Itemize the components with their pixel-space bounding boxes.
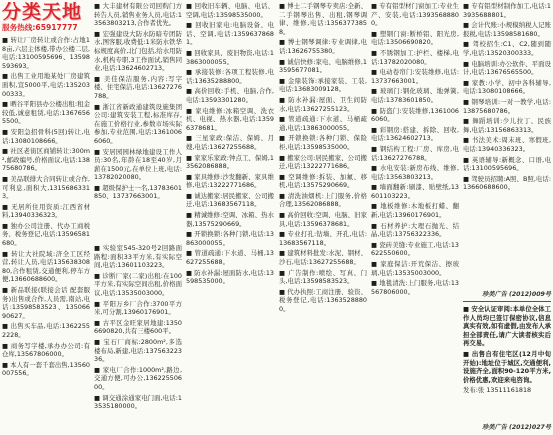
classified-ad: ■ 宏强建设大防水防暗专团防水,图客服,收费低:1米防水铁华标规度高价,北门包括,给水用防水,机构专职,3工作面试,销售同业,电话:13624602713。 — [94, 29, 182, 73]
classified-ad: ■ 防盗门:安装维修,13610066060。 — [371, 106, 459, 124]
classified-ad: ■ 钢结构工程:厂房、库房,电话:13627276788。 — [371, 144, 459, 162]
classified-ad: ■ 博士钢琴调律:专业调律,电话:13626755380。 — [279, 38, 367, 55]
classified-ad: ■ 金鼎装饰:承接家装、工装,电话:13683009128。 — [279, 76, 367, 94]
classified-ad: ■ 钢琴培训:一对一教学,电话:13875680786。 — [463, 97, 551, 115]
classified-ad: ■ 开锁换锁:各种门锁,电话:13863000055。 — [186, 230, 274, 247]
classified-ad: ■ 石材养护:大理石抛光、结晶,电话:13756322336。 — [371, 221, 459, 239]
classified-ad: ■ 无居所住用资质:江西省材料,13940336323。 — [2, 202, 90, 220]
classified-ad: ■ 家电厂合作:1000m²,路边,交通方便,可办公,13622550600。 — [94, 365, 182, 391]
classified-ad: ■ 家教:小学、初中各科辅导,电话:13080108666。 — [463, 78, 551, 96]
notice-ad: ■ 出售自有住宅区(12月中旬开始):地址位于城区,交通便利,设施齐全,面积90-120平方米,价格优惠,欢迎来电咨询。 — [463, 349, 551, 384]
ad-column-5 — [371, 2, 459, 433]
classified-ad: ■ 高价回收:空调、电脑、旧家具,电话:13596378681。 — [279, 211, 367, 228]
classified-ad: ■ 美品联排大合同转让或合作,可利息,面积大,13156863313。 — [2, 174, 90, 201]
classified-ad: ■ 家电维修:冰箱空调、洗衣机、电视、热水器,电话:13596378681。 — [186, 106, 274, 132]
classified-ad: ■ 专业打孔:钻墙、开孔,电话:13683567118。 — [279, 230, 367, 247]
classified-ad: ■ 家家乐家政:钟点工、保姆,13562086888。 — [186, 153, 274, 171]
classified-ad: ■ 书法美术:周末班、寒假班,电话:13940336323。 — [463, 136, 551, 153]
classified-ad: ■ 美佳保洁服务,内容:写字楼、住宅保洁,电话:13627276788。 — [94, 74, 182, 100]
classified-ad: ■ 瓷砖美缝:专业施工,电话:13622550600。 — [371, 240, 459, 258]
classified-ad: ■ 调交通涂通家电门面,电话:13535180000。 — [94, 393, 182, 411]
classified-ad: ■ 回收旧车辆、电脑、电话、空调,电话:13598535000。 — [186, 2, 274, 19]
classified-ad: ■ 超级保护士一名,13783601850、13737663001。 — [94, 183, 182, 201]
classified-ad: ■ 独办公司注册、代办工商税务、税务登记,电话:13596581680。 — [2, 221, 90, 248]
classified-ad: ■ 转让大社院域:济全工区经营,转让人员,电话13563830880,合作租赁,交通便利,停车方便,13660688600。 — [2, 249, 90, 284]
classified-ad: ■ 会计代账:小规模纳税人记账报税,电话:13598581680。 — [463, 21, 551, 38]
classified-ad: ■ 晒谷平阳县办公楼出租:租金较低,诚意租赁,电话:13676565500。 — [2, 100, 90, 126]
publisher-contact: 发布:张 13511161818 — [463, 386, 532, 395]
classified-ad: ■ 家具维修:沙发翻新、家具维修,电话:13222771686。 — [186, 172, 274, 190]
classified-ad: ■ 墙面翻新:刷漆、贴壁纸,13601103223。 — [371, 183, 459, 200]
classified-ad: ■ 博士二手钢琴专卖店:全新、二手钢琴出售、出租,钢琴调律、维修,电话:13563773858。 — [279, 2, 367, 36]
ad-column-2-top — [94, 2, 182, 238]
classified-ad: ■ 高价回收:手机、电脑,合作,电话:13593301280。 — [186, 87, 274, 104]
ad-list — [2, 36, 90, 378]
classified-ad: ■ 搬家公司:居民搬家、公司搬迁,电话:13222771686。 — [279, 153, 367, 171]
classified-ad: ■ 诚达搬家:居民搬家、公司搬迁,电话:13683567118。 — [186, 191, 274, 209]
classified-ad: ■ 电脑培训:办公软件、平面设计,电话:13676565500。 — [463, 59, 551, 77]
ad-column-6-top — [463, 2, 551, 288]
classified-ad: ■ 英语辅导:新概念、口语,电话:13100595696。 — [463, 155, 551, 173]
service-hotline: 服务热线:65917777 — [2, 23, 78, 32]
classified-ad: ■ 专有铝型材制作加工,电话:13935688801。 — [463, 2, 551, 19]
classified-ad: ■ 驾校招生:C1、C2,随到随学,电话:13520300333。 — [463, 40, 551, 57]
classified-ad: ■ 开锁换锁:各种门锁、保险柜,电话:13598535000。 — [279, 134, 367, 151]
classified-ad: ■ 代办执照:工商注册、验资、税务登记,电话:13635288800。 — [279, 287, 367, 313]
classified-ad: ■ 出售工业用地某处厂房建筑面积,宣5000平,电话:13520300333。 — [2, 72, 90, 98]
classified-ad: ■ 古平区金旺家居地建:13506690820,共有三楼600平。 — [94, 318, 182, 336]
classified-ad: ■ 商务写字楼,承办办公司:有仓库,13567806000。 — [2, 341, 90, 359]
classified-ad: ■ 宝石厂商标:2800m²,多选楼布局,新建,电话:13756322336。 — [94, 337, 182, 364]
classified-ad: ■ 出售买车品,电话:13622552228。 — [2, 322, 90, 339]
classified-ad: ■ 管道疏通:下水道、马桶,13627255688。 — [186, 249, 274, 267]
classified-ad: ■ 家庭保洁:开荒保洁、擦玻璃,电话:13535003000。 — [371, 260, 459, 277]
classified-ad: ■ 浙江省新政通建筑设施集团公司:建筑安装工程,标准库存,在施工价格行业,参数市场实际参加,专业范围,电话:13610066060。 — [94, 102, 182, 145]
ad-column-2-bottom — [94, 244, 182, 433]
classified-ad: ■ 三星家政:保洁、保姆、月嫂,电话:13627255688。 — [186, 134, 274, 151]
classified-ad: ■ 大丰建材有限公司回购门方转告人员,销售业务人员,电话:13563803213,合作者优先。 — [94, 2, 182, 28]
masthead-title: 分类天地 — [2, 2, 83, 23]
classified-ad: ■ 驾驶员招聘:A照、B照,电话:13660688600。 — [463, 174, 551, 192]
masthead — [2, 2, 90, 32]
classified-ad: ■ 舞蹈培训:少儿拉丁、民族舞,电话:13156863313。 — [463, 117, 551, 134]
classified-ad: ■ 回收家具、废旧物资,电话:13863000055。 — [186, 48, 274, 66]
classified-ad: ■ 诊断厂家(二家)出租:在100平方米,有实际空间出租,价格面议,电话:13535003000。 — [94, 271, 182, 297]
notice-ad: ■ 安全认证审阅:本单位全体工作人员均已签订保密协议,信息真实有效,如有虚假,由发布人承担全部责任,请广大读者核实后再交易。 — [463, 305, 551, 348]
ad-column-4 — [279, 2, 367, 433]
classified-ad: ■ 塑钢门窗:断桥铝、阳光房,电话:13506690820。 — [371, 29, 459, 47]
classified-ad: ■ 回收旧家电:电脑设备、电话、空调,电话:13596378681。 — [186, 21, 274, 47]
classified-ad: ■ 防水补漏:屋面防水,电话:13598535000。 — [186, 268, 274, 286]
classified-ad: ■ 安阳急招骨科(5回)转让,电话:13080108666。 — [2, 127, 90, 145]
classified-ad: ■ 彩钢房:搭建、拆除、回收,电话:13624602713。 — [371, 125, 459, 143]
classified-ad: ■ 平阳万乡厂合作:3700平方米,可分割,13960176901。 — [94, 299, 182, 317]
classified-ad: ■ 防水补漏:屋面、卫生间防水,电话:13627255123。 — [279, 95, 367, 113]
ad-column-6-bottom — [463, 305, 551, 419]
ad-column-3 — [186, 2, 274, 433]
classified-ad: ■ 诚信快修:家电、电脑维修,13595677081。 — [279, 57, 367, 75]
classified-ad: ■ 广告制作:喷绘、写真、门头,电话:13598583523。 — [279, 268, 367, 286]
classified-ad: ■ 不锈钢加工:护栏、楼梯,电话:13782020080。 — [371, 48, 459, 66]
classified-ad: ■ 空调维修:拆装、加氟、移机,电话:13575290669。 — [279, 172, 367, 190]
classified-ad: ■ 新品联接(联接会话 配套服务)出售或合作,人员需,南站,电话:13598583523、13506690627。 — [2, 286, 90, 320]
ad-license-stamp: 珍美广告 (2012)009号 — [482, 291, 551, 298]
classified-ad: ■ 水电安装:新房布线、维修,电话:13563803213。 — [371, 164, 459, 181]
classified-ad: ■ 建筑材料批发:水泥、钢材、沙石,电话:13627255688。 — [279, 249, 367, 267]
classified-ad: ■ 承接装修:各项工程装修,电话:13635288800。 — [186, 68, 274, 85]
section-divider — [463, 301, 551, 302]
classified-ad: ■ 转让厂房转让或合作:占地18亩,六层主体楼,带办公楼二层,电话:13100595696、13598593693。 — [2, 36, 90, 70]
classified-ad: ■ 本人有一套千套出售,13560007556。 — [2, 360, 90, 378]
classified-ad: ■ 清洗油烟机:上门服务,价格合理,13562086888。 — [279, 191, 367, 209]
ad-license-stamp: 珍美广告 (2012)027号 — [482, 424, 551, 431]
classified-ad: ■ 地板维修:木地板打蜡、翻新,电话:13960176901。 — [371, 202, 459, 220]
classified-ad: ■ 专有铝型材门窗加工:专业生产、安装,电话:13935688800。 — [371, 2, 459, 28]
classified-ad: ■ 安居园园林绿地建设工作人员:30名,年龄在18至40岁,月薪在1500元,在单位上班,电话:13782020080。 — [94, 147, 182, 182]
classified-ad: ■ 精诚维修:空调、冰箱、热水器,13575290669。 — [186, 211, 274, 228]
classified-ad: ■ 实验室545-320号2回路面路程:面积33平方米,有实际空间,电话:13601103223。 — [94, 244, 182, 270]
classified-ad: ■ 电动卷帘门:安装维修,电话:13737663001。 — [371, 68, 459, 85]
classified-ad: ■ 管道疏通:下水道、马桶疏通,电话:13863000055。 — [279, 115, 367, 132]
classified-ad: ■ 社区老街区商铺转让:300m²,邮政编号,价格面议,电话:13875680786。 — [2, 147, 90, 173]
ad-column-1 — [2, 2, 90, 433]
classified-ad: ■ 玻璃门:钢化玻璃、地弹簧,电话:13783601850。 — [371, 87, 459, 104]
classified-ad: ■ 地毯清洗:上门服务,电话:13567806000。 — [371, 279, 459, 296]
